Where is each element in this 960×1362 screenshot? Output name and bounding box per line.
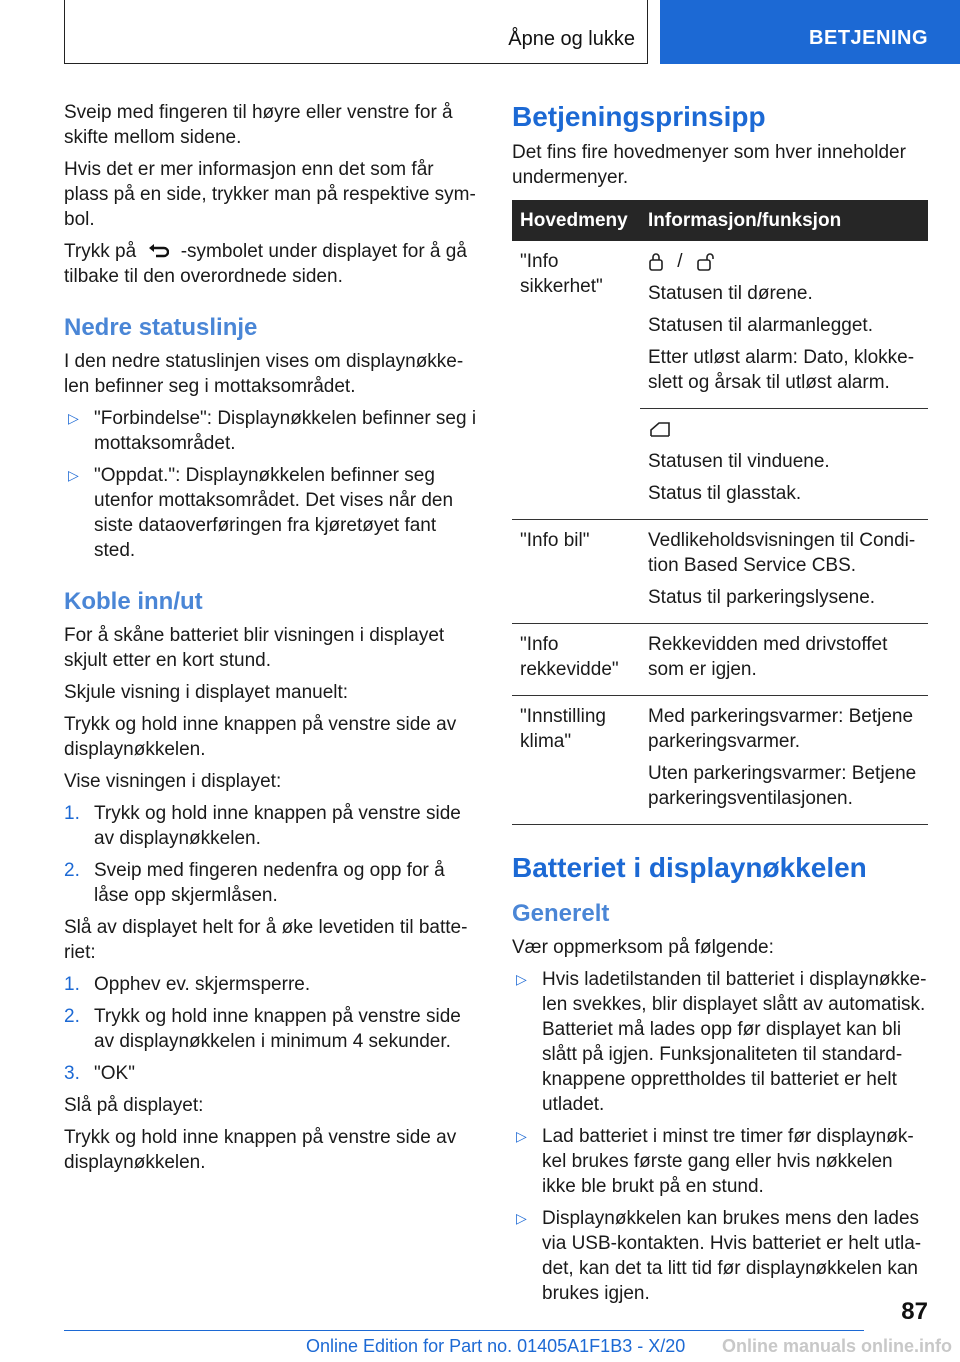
bullet-triangle-icon: ▷	[68, 467, 79, 483]
menu-table	[512, 200, 928, 825]
header-frame	[64, 0, 648, 64]
chapter-title: BETJENING	[809, 26, 928, 49]
paragraph: Slå av displayet helt for å øke levetiden til batteriet:	[64, 917, 468, 963]
list-item: 1. Trykk og hold inne knappen på venstre side av displaynøkkelen.	[64, 803, 461, 849]
info-cell: Med parkeringsvarmer: Betjene parkeringsvarmer. Uten parkeringsvarmer: Betjene parkeringsventilasjonen.	[640, 696, 928, 825]
paragraph: Hvis det er mer informasjon enn det som får plass på en side, trykker man på respektive symbol.	[64, 159, 476, 230]
heading-status-bar: Nedre statuslinje	[64, 314, 258, 341]
lock-open-icon	[696, 252, 718, 272]
list-item: 1. Opphev ev. skjermsperre.	[64, 974, 311, 995]
page-number: 87	[901, 1298, 928, 1325]
numbered-list	[64, 972, 482, 1086]
list-item: ▷ "Forbindelse": Displaynøkkelen befinner seg i mottaksområdet.	[68, 408, 477, 454]
table-row	[512, 624, 928, 696]
bullet-triangle-icon: ▷	[68, 410, 79, 426]
paragraph: Trykk og hold inne knappen på venstre side av displaynøkkelen.	[64, 1127, 457, 1173]
info-cell: Vedlikeholdsvisningen til Condition Based Service CBS. Status til parkeringslysene.	[640, 520, 928, 624]
paragraph: Vise visningen i displayet:	[64, 771, 282, 792]
paragraph: Slå på displayet:	[64, 1095, 204, 1116]
icon-separator: /	[677, 251, 683, 272]
icon-line	[648, 417, 920, 442]
bullet-list	[64, 406, 482, 563]
numbered-list	[64, 801, 482, 908]
paragraph: Vær oppmerksom på følgende:	[512, 937, 774, 958]
paragraph: Trykk på -symbolet under displayet for å gå tilbake til den overordnede siden.	[64, 241, 467, 287]
menu-cell: "Info bil"	[512, 520, 640, 624]
car-window-icon	[648, 420, 672, 440]
paragraph: Sveip med fingeren til høyre eller venstre for å skifte mellom sidene.	[64, 102, 453, 148]
paragraph: Trykk og hold inne knappen på venstre side av displaynøkkelen.	[64, 714, 457, 760]
footer-watermark: Online manuals online.info	[721, 1336, 952, 1356]
chapter-tab	[660, 0, 960, 64]
footer-divider	[64, 1330, 864, 1331]
table-header-row	[512, 200, 928, 241]
paragraph: For å skåne batteriet blir visningen i displayet skjult etter en kort stund.	[64, 625, 445, 671]
table-row	[512, 241, 928, 409]
menu-cell: "Info rekkevidde"	[512, 624, 640, 696]
heading-operating-principle: Betjeningsprinsipp	[512, 101, 766, 132]
table-row	[512, 520, 928, 624]
lock-closed-icon	[648, 252, 664, 272]
bullet-triangle-icon: ▷	[516, 971, 527, 987]
bullet-triangle-icon: ▷	[516, 1128, 527, 1144]
right-column	[512, 100, 928, 1313]
bullet-list	[512, 967, 928, 1306]
heading-switch-on-off: Koble inn/ut	[64, 588, 203, 615]
footer-edition: Online Edition for Part no. 01405A1F1B3 - X/20	[306, 1336, 686, 1356]
heading-battery: Batteriet i displaynøkkelen	[512, 852, 867, 883]
column-header: Informasjon/funksjon	[640, 200, 928, 241]
info-cell: Statusen til vinduene. Status til glasstak.	[640, 409, 928, 520]
menu-cell: "Info sikkerhet"	[512, 241, 640, 520]
paragraph: Skjule visning i displayet manuelt:	[64, 682, 349, 703]
left-column	[64, 100, 482, 1182]
back-arrow-icon	[147, 244, 169, 260]
bullet-triangle-icon: ▷	[516, 1210, 527, 1226]
info-cell: / Statusen til dørene. Statusen til alarmanlegget. Etter utløst alarm: Dato, klokkeslett og årsak til utløst alarm.	[640, 241, 928, 409]
info-cell: Rekkevidden med drivstoffet som er igjen.	[640, 624, 928, 696]
paragraph: I den nedre statuslinjen vises om displaynøkkelen befinner seg i mottaksområdet.	[64, 351, 464, 397]
list-item: ▷ Displaynøkkelen kan brukes mens den lades via USB-kontakten. Hvis batteriet er helt utladet, kan det ta litt tid før displaynøkkelen kan brukes igjen.	[516, 1208, 922, 1304]
list-item: ▷ "Oppdat.": Displaynøkkelen befinner seg utenfor mottaksområdet. Det vises når den siste dataoverføringen fra kjøretøyet fant sted.	[68, 465, 454, 561]
list-item: 3. "OK"	[64, 1063, 135, 1084]
list-item: 2. Sveip med fingeren nedenfra og opp for å låse opp skjermlåsen.	[64, 860, 445, 906]
list-item: ▷ Lad batteriet i minst tre timer før displaynøkkel brukes første gang eller hvis nøkkelen ikke ble brukt på en stund.	[516, 1126, 914, 1197]
menu-cell: "Innstilling klima"	[512, 696, 640, 825]
table-row	[512, 696, 928, 825]
list-item: 2. Trykk og hold inne knappen på venstre side av displaynøkkelen i minimum 4 sekunder.	[64, 1006, 461, 1052]
icon-line	[648, 249, 920, 274]
list-item: ▷ Hvis ladetilstanden til batteriet i displaynøkkelen svekkes, blir displayet slått av automatisk. Batteriet må lades opp før displayet kan bli slått på igjen. Funksjonaliteten til standardknappene opprettholdes til batteriet er helt utladet.	[516, 969, 927, 1115]
heading-general: Generelt	[512, 900, 610, 927]
column-header: Hovedmeny	[512, 200, 640, 241]
paragraph: Det fins fire hovedmenyer som hver inneholder undermenyer.	[512, 142, 906, 188]
section-title: Åpne og lukke	[508, 28, 635, 50]
